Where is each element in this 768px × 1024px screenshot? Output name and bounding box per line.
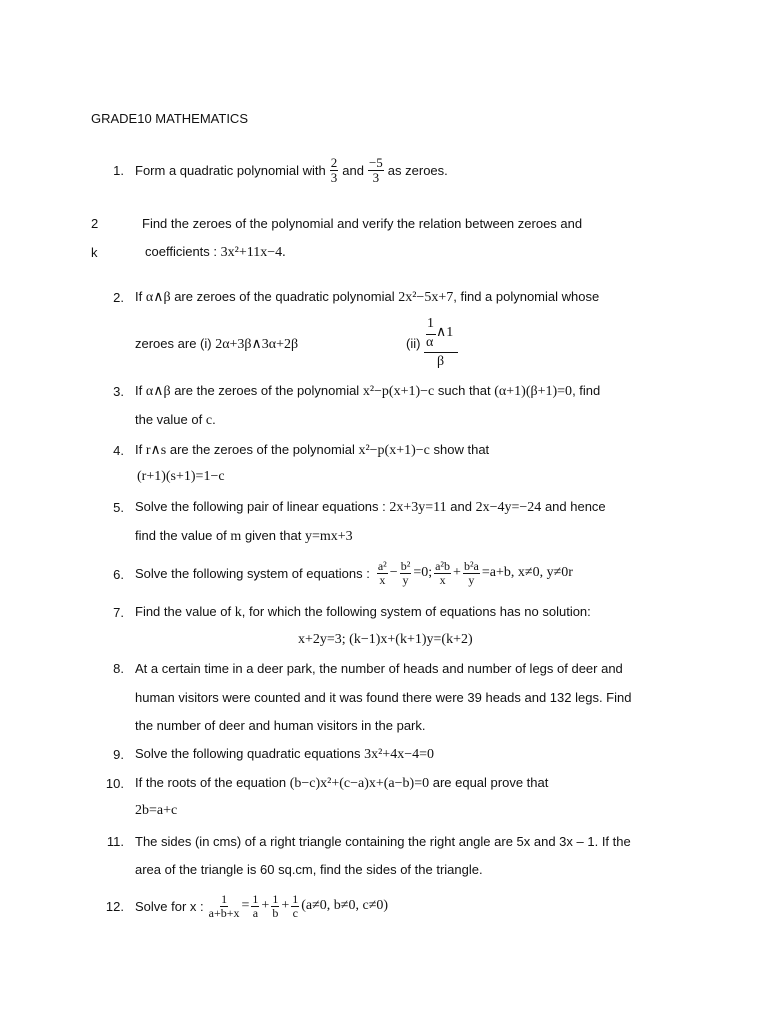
question-1 — [135, 151, 448, 189]
fraction-denominator: x — [439, 572, 446, 587]
fraction-numerator: 2 — [330, 154, 338, 170]
fraction-denominator: 3 — [330, 169, 338, 185]
plus-sign: + — [453, 565, 461, 580]
text: Find the value of — [135, 604, 232, 619]
question-12 — [135, 886, 388, 926]
question-9-number: 9. — [113, 747, 124, 762]
math-expression: α∧β — [145, 384, 171, 399]
fraction-numerator: 1 — [272, 891, 279, 906]
equals-sign: = — [241, 898, 250, 913]
text: If — [135, 442, 143, 457]
question-7-number: 7. — [113, 605, 124, 620]
math-expression: (a≠0, b≠0, c≠0) — [301, 898, 389, 913]
text: , find — [572, 383, 601, 398]
unnumbered-question-line-2 — [145, 244, 286, 261]
numerator-one: 1 — [427, 316, 434, 331]
math-expression: x²−p(x+1)−c — [362, 384, 435, 399]
side-label-k: k — [91, 245, 98, 260]
question-10-line-1 — [135, 775, 548, 792]
document-title: GRADE10 MATHEMATICS — [91, 111, 248, 126]
fraction-b-squared-a-over-y — [463, 560, 480, 586]
question-5-line-2 — [135, 528, 353, 545]
question-4-line-2: (r+1)(s+1)=1−c — [137, 469, 225, 484]
text: find the value of — [135, 528, 227, 543]
question-3-line-2 — [135, 412, 216, 429]
math-expression: x²−p(x+1)−c — [358, 443, 430, 458]
question-3-number: 3. — [113, 384, 124, 399]
text: show that — [433, 442, 490, 457]
question-2-number: 2. — [113, 290, 124, 305]
question-3-line-1 — [135, 383, 600, 400]
fraction-numerator: −5 — [368, 154, 383, 170]
fraction-numerator: b² — [400, 558, 411, 573]
question-2-line-2 — [135, 336, 298, 353]
question-7-equation: x+2y=3; (k−1)x+(k+1)y=(k+2) — [298, 632, 473, 647]
question-4-number: 4. — [113, 443, 124, 458]
fraction-one-over-a-plus-b-plus-x — [209, 893, 240, 919]
text: such that — [437, 383, 491, 398]
math-expression: c — [205, 413, 213, 428]
fraction-denominator: 3 — [372, 169, 380, 185]
question-2-part-ii-label: (ii) — [406, 336, 421, 351]
text: coefficients : — [145, 244, 218, 259]
fraction-numerator: a²b — [435, 558, 451, 573]
question-1-number: 1. — [113, 163, 124, 178]
question-10-line-2: 2b=a+c — [135, 803, 178, 818]
math-expression: 3x²+4x−4=0 — [364, 747, 434, 762]
question-2-part-ii-fraction — [424, 316, 460, 372]
math-expression: y=mx+3 — [304, 529, 353, 544]
alpha-symbol: α — [426, 335, 434, 350]
math-expression: m — [230, 529, 242, 544]
fraction-denominator: b — [272, 905, 279, 920]
math-expression: 2x−4y=−24 — [475, 500, 542, 515]
math-expression: α∧β — [145, 290, 171, 305]
text: are zeroes of the quadratic polynomial — [174, 289, 395, 304]
math-expression: r∧s — [145, 443, 167, 458]
question-11-line-1: The sides (in cms) of a right triangle containing the right angle are 5x and 3x – 1. If the — [135, 834, 631, 849]
fraction-numerator: b²a — [463, 558, 479, 573]
question-1-text: Form a quadratic polynomial with — [135, 162, 326, 178]
text: given that — [244, 528, 302, 543]
math-expression: 3x²+11x−4. — [220, 245, 286, 260]
question-4-line-1 — [135, 442, 489, 459]
unnumbered-question-line-1: Find the zeroes of the polynomial and verify the relation between zeroes and — [142, 216, 583, 231]
text: , find a polynomial whose — [453, 289, 600, 304]
text: If — [135, 383, 143, 398]
text: are the zeroes of the polynomial — [174, 383, 360, 398]
text: the value of — [135, 412, 203, 427]
question-11-number: 11. — [106, 834, 124, 849]
math-expression: =a+b, x≠0, y≠0r — [481, 565, 573, 580]
text: are the zeroes of the polynomial — [169, 442, 355, 457]
text: Solve for x : — [135, 898, 204, 914]
math-expression: 2x+3y=11 — [389, 500, 447, 515]
minus-sign: − — [389, 565, 398, 580]
text: . — [212, 412, 216, 427]
fraction-two-thirds — [330, 156, 339, 184]
question-8-line-2: human visitors were counted and it was found there were 39 heads and 132 legs. Find — [135, 690, 632, 705]
math-expression: (α+1)(β+1)=0 — [494, 384, 573, 399]
question-2-line-1 — [135, 289, 599, 306]
math-expression: 2x²−5x+7 — [398, 290, 454, 305]
fraction-one-over-c — [291, 893, 299, 919]
question-8-line-3: the number of deer and human visitors in the park. — [135, 718, 426, 733]
text: If the roots of the equation — [135, 775, 287, 790]
text: Solve the following quadratic equations — [135, 746, 361, 761]
equals-zero: =0; — [413, 565, 433, 580]
plus-sign: + — [261, 898, 270, 913]
text: and — [450, 499, 472, 514]
question-7-line-1 — [135, 604, 591, 621]
fraction-denominator: x — [379, 572, 386, 587]
text: Solve the following system of equations : — [135, 565, 370, 581]
side-label-2: 2 — [91, 216, 99, 231]
text: zeroes are (i) — [135, 336, 212, 351]
fraction-denominator: a+b+x — [208, 905, 240, 920]
question-10-number: 10. — [105, 776, 124, 791]
math-expression: k — [234, 605, 242, 620]
fraction-b-squared-over-y — [400, 560, 412, 586]
fraction-denominator: a — [252, 905, 259, 920]
question-5-number: 5. — [113, 500, 124, 515]
outer-fraction-bar — [424, 352, 458, 353]
fraction-denominator: y — [468, 572, 475, 587]
plus-sign: + — [281, 898, 290, 913]
question-11-line-2: area of the triangle is 60 sq.cm, find the sides of the triangle. — [135, 862, 483, 877]
fraction-numerator: a² — [377, 558, 387, 573]
question-1-tail: as zeroes. — [387, 162, 448, 178]
text: If — [135, 289, 143, 304]
math-expression: 2α+3β∧3α+2β — [215, 337, 299, 352]
fraction-one-over-b — [271, 893, 279, 919]
text: Solve the following pair of linear equations : — [135, 499, 386, 514]
text: , for which the following system of equations has no solution: — [241, 604, 591, 619]
fraction-a-squared-b-over-x — [434, 560, 451, 586]
fraction-numerator: 1 — [221, 891, 228, 906]
question-8-line-1: At a certain time in a deer park, the number of heads and number of legs of deer and — [135, 661, 623, 676]
question-12-number: 12. — [105, 899, 124, 914]
question-6 — [135, 553, 573, 593]
fraction-neg-five-thirds — [368, 156, 384, 184]
question-6-number: 6. — [113, 567, 124, 582]
fraction-numerator: 1 — [292, 891, 299, 906]
text: and hence — [544, 499, 606, 514]
fraction-a-squared-over-x — [377, 560, 388, 586]
beta-symbol: β — [437, 354, 445, 369]
fraction-denominator: c — [292, 905, 298, 920]
question-9 — [135, 746, 434, 763]
question-1-and: and — [342, 162, 364, 178]
fraction-one-over-a — [251, 893, 259, 919]
text: are equal prove that — [432, 775, 549, 790]
math-expression: (b−c)x²+(c−a)x+(a−b)=0 — [289, 776, 430, 791]
fraction-numerator: 1 — [252, 891, 259, 906]
fraction-denominator: y — [402, 572, 409, 587]
wedge-one: ∧1 — [436, 325, 454, 340]
question-8-number: 8. — [113, 661, 124, 676]
question-5-line-1 — [135, 499, 606, 516]
